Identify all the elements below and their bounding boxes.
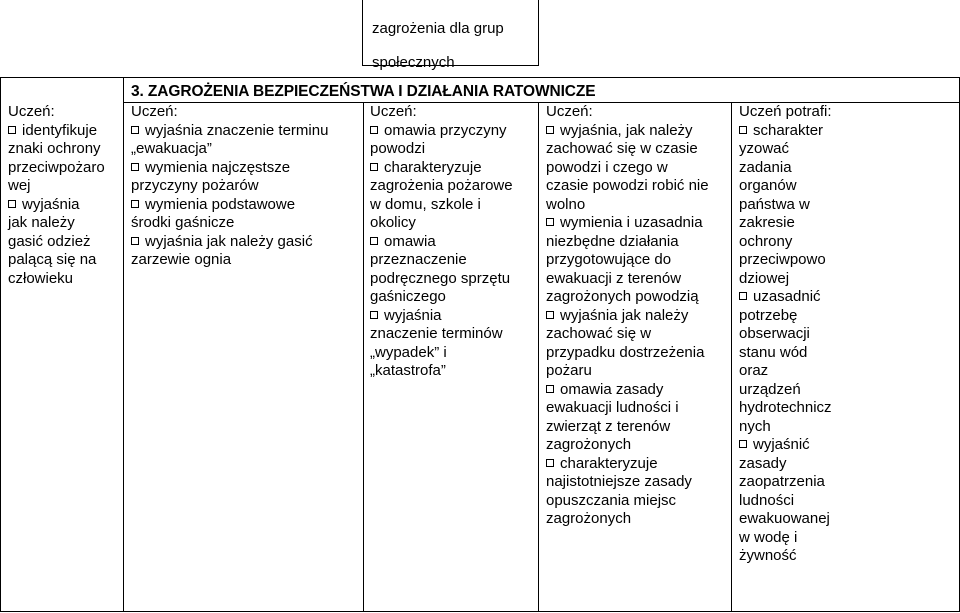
- line-text: omawia zasady: [560, 380, 664, 398]
- list-item: [370, 159, 536, 178]
- text-line: [739, 492, 957, 511]
- text-line: [131, 177, 359, 196]
- text-line: [546, 510, 729, 529]
- line-text: identyfikuje: [22, 121, 98, 139]
- text-line: [370, 196, 536, 215]
- line-text: zarzewie ognia: [131, 251, 232, 268]
- text-line: [8, 159, 120, 178]
- line-text: Uczeń:: [546, 103, 593, 120]
- line-text: wyjaśnia znaczenie terminu: [145, 121, 329, 139]
- line-text: zachować się w: [546, 325, 652, 342]
- list-item: [370, 122, 536, 141]
- line-text: przeznaczenie: [370, 251, 467, 268]
- table-border: [363, 102, 364, 612]
- checkbox-bullet-icon: [131, 200, 139, 208]
- column-cell-2: [131, 103, 359, 270]
- list-item: [131, 122, 359, 141]
- list-item: [8, 196, 120, 215]
- text-line: [131, 103, 359, 122]
- line-text: zachować się w czasie: [546, 140, 698, 157]
- checkbox-bullet-icon: [8, 126, 16, 134]
- text-line: [546, 473, 729, 492]
- line-text: charakteryzuje: [560, 454, 658, 472]
- text-line: [546, 399, 729, 418]
- text-line: [546, 344, 729, 363]
- line-text: w domu, szkole i: [370, 195, 481, 213]
- table-border: [362, 0, 363, 66]
- prev-row-line: społecznych: [372, 53, 455, 71]
- line-text: przyczyny pożarów: [131, 177, 259, 194]
- line-text: stanu wód: [739, 343, 808, 361]
- text-line: [739, 529, 957, 548]
- prev-row-cell: [372, 5, 504, 87]
- line-text: wymienia i uzasadnia: [560, 214, 703, 231]
- line-text: zagrożenia pożarowe: [370, 177, 513, 194]
- checkbox-bullet-icon: [131, 237, 139, 245]
- section-title: 3. ZAGROŻENIA BEZPIECZEŃSTWA I DZIAŁANIA RATOWNICZE: [131, 83, 596, 100]
- list-item: [739, 436, 957, 455]
- text-line: [8, 251, 120, 270]
- prev-row-line: zagrożenia dla grup: [372, 20, 504, 37]
- text-line: [739, 214, 957, 233]
- list-item: [739, 122, 957, 141]
- text-line: [8, 140, 120, 159]
- text-line: [370, 325, 536, 344]
- checkbox-bullet-icon: [8, 200, 16, 208]
- text-line: [739, 510, 957, 529]
- text-line: [546, 492, 729, 511]
- text-line: [8, 177, 120, 196]
- list-item: [546, 307, 729, 326]
- text-line: [739, 362, 957, 381]
- line-text: Uczeń:: [8, 103, 55, 120]
- line-text: zagrożonych: [546, 436, 632, 453]
- line-text: przygotowujące do: [546, 251, 672, 268]
- line-text: ludności: [739, 491, 795, 509]
- line-text: wyjaśnia: [384, 306, 442, 324]
- line-text: zasady: [739, 454, 787, 472]
- line-text: zagrożonych powodzią: [546, 288, 699, 305]
- line-text: „katastrofa”: [370, 362, 446, 379]
- line-text: wymienia podstawowe: [145, 195, 296, 213]
- text-line: [546, 418, 729, 437]
- checkbox-bullet-icon: [370, 126, 378, 134]
- line-text: ewakuowanej: [739, 510, 830, 527]
- line-text: w wodę i: [739, 528, 798, 546]
- text-line: [546, 196, 729, 215]
- column-cell-5: [739, 103, 957, 566]
- text-line: [370, 251, 536, 270]
- text-line: [739, 455, 957, 474]
- text-line: [8, 233, 120, 252]
- checkbox-bullet-icon: [739, 440, 747, 448]
- line-text: znaczenie terminów: [370, 325, 503, 342]
- text-line: [370, 140, 536, 159]
- line-text: wymienia najczęstsze: [145, 158, 291, 176]
- text-line: [131, 214, 359, 233]
- table-border: [538, 0, 539, 66]
- checkbox-bullet-icon: [370, 311, 378, 319]
- table-border: [0, 611, 960, 612]
- text-line: [546, 177, 729, 196]
- line-text: pożaru: [546, 362, 592, 379]
- line-text: człowieku: [8, 269, 74, 287]
- checkbox-bullet-icon: [131, 126, 139, 134]
- line-text: omawia przyczyny: [384, 121, 507, 139]
- line-text: ewakuacji z terenów: [546, 269, 682, 287]
- line-text: wyjaśnia, jak należy: [560, 121, 693, 139]
- line-text: scharakter: [753, 121, 824, 139]
- line-text: środki gaśnicze: [131, 214, 235, 231]
- text-line: [739, 177, 957, 196]
- checkbox-bullet-icon: [131, 163, 139, 171]
- text-line: [8, 214, 120, 233]
- checkbox-bullet-icon: [546, 385, 554, 393]
- line-text: nych: [739, 417, 771, 435]
- list-item: [546, 214, 729, 233]
- text-line: [739, 344, 957, 363]
- line-text: urządzeń: [739, 380, 801, 398]
- text-line: [546, 436, 729, 455]
- checkbox-bullet-icon: [546, 311, 554, 319]
- text-line: [546, 288, 729, 307]
- line-text: przypadku dostrzeżenia: [546, 343, 705, 361]
- line-text: ochrony: [739, 232, 793, 250]
- text-line: [370, 214, 536, 233]
- line-text: gasić odzież: [8, 232, 91, 250]
- list-item: [131, 233, 359, 252]
- line-text: niezbędne działania: [546, 232, 679, 250]
- line-text: Uczeń potrafi:: [739, 103, 832, 120]
- list-item: [131, 196, 359, 215]
- text-line: [546, 140, 729, 159]
- list-item: [370, 307, 536, 326]
- line-text: Uczeń:: [131, 103, 178, 120]
- line-text: wyjaśnia jak należy gasić: [145, 232, 313, 250]
- line-text: zagrożonych: [546, 510, 632, 527]
- text-line: [739, 103, 957, 122]
- line-text: oraz: [739, 362, 769, 379]
- list-item: [739, 288, 957, 307]
- line-text: palącą się na: [8, 251, 97, 268]
- list-item: [546, 381, 729, 400]
- line-text: powodzi i czego w: [546, 158, 668, 176]
- text-line: [739, 418, 957, 437]
- line-text: zwierząt z terenów: [546, 417, 671, 435]
- text-line: [739, 233, 957, 252]
- line-text: wej: [8, 177, 31, 194]
- text-line: [546, 362, 729, 381]
- list-item: [546, 455, 729, 474]
- line-text: „ewakuacja”: [131, 140, 212, 157]
- line-text: gaśniczego: [370, 288, 446, 305]
- line-text: najistotniejsze zasady: [546, 473, 692, 490]
- text-line: [739, 381, 957, 400]
- text-line: [546, 159, 729, 178]
- line-text: jak należy: [8, 214, 75, 231]
- text-line: [739, 473, 957, 492]
- line-text: hydrotechnicz: [739, 399, 832, 416]
- text-line: [546, 325, 729, 344]
- text-line: [370, 344, 536, 363]
- column-cell-4: [546, 103, 729, 529]
- line-text: przeciwpowo: [739, 251, 826, 268]
- line-text: znaki ochrony: [8, 140, 101, 157]
- text-line: [546, 251, 729, 270]
- line-text: yzować: [739, 140, 790, 157]
- checkbox-bullet-icon: [546, 459, 554, 467]
- checkbox-bullet-icon: [370, 237, 378, 245]
- line-text: przeciwpożaro: [8, 158, 105, 176]
- text-line: [546, 103, 729, 122]
- text-line: [739, 159, 957, 178]
- line-text: zakresie: [739, 214, 795, 231]
- line-text: wyjaśnia: [22, 195, 80, 213]
- text-line: [370, 362, 536, 381]
- list-item: [370, 233, 536, 252]
- line-text: podręcznego sprzętu: [370, 269, 511, 287]
- text-line: [739, 196, 957, 215]
- text-line: [739, 307, 957, 326]
- text-line: [131, 140, 359, 159]
- line-text: opuszczania miejsc: [546, 491, 677, 509]
- text-line: [739, 399, 957, 418]
- text-line: [8, 103, 120, 122]
- checkbox-bullet-icon: [739, 126, 747, 134]
- checkbox-bullet-icon: [546, 218, 554, 226]
- list-item: [131, 159, 359, 178]
- checkbox-bullet-icon: [739, 292, 747, 300]
- line-text: wolno: [546, 195, 586, 213]
- text-line: [131, 251, 359, 270]
- text-line: [370, 270, 536, 289]
- line-text: żywność: [739, 547, 797, 564]
- line-text: dziowej: [739, 269, 790, 287]
- line-text: potrzebę: [739, 306, 798, 324]
- line-text: Uczeń:: [370, 103, 417, 120]
- line-text: zaopatrzenia: [739, 473, 825, 490]
- line-text: powodzi: [370, 140, 426, 157]
- line-text: charakteryzuje: [384, 158, 482, 176]
- table-border: [0, 77, 1, 612]
- line-text: omawia: [384, 232, 436, 250]
- line-text: państwa w: [739, 195, 810, 213]
- column-cell-1: [8, 103, 120, 288]
- line-text: „wypadek” i: [370, 343, 447, 361]
- text-line: [8, 270, 120, 289]
- line-text: wyjaśnić: [753, 436, 810, 453]
- line-text: organów: [739, 177, 797, 194]
- list-item: [546, 122, 729, 141]
- text-line: [370, 177, 536, 196]
- text-line: [546, 270, 729, 289]
- line-text: uzasadnić: [753, 288, 821, 305]
- text-line: [739, 270, 957, 289]
- table-border: [731, 102, 732, 612]
- text-line: [546, 233, 729, 252]
- text-line: [739, 547, 957, 566]
- line-text: ewakuacji ludności i: [546, 399, 679, 416]
- checkbox-bullet-icon: [370, 163, 378, 171]
- line-text: zadania: [739, 158, 792, 176]
- checkbox-bullet-icon: [546, 126, 554, 134]
- text-line: [370, 103, 536, 122]
- line-text: czasie powodzi robić nie: [546, 177, 709, 194]
- table-border: [538, 102, 539, 612]
- table-border: [123, 77, 124, 612]
- line-text: okolicy: [370, 214, 416, 231]
- text-line: [739, 325, 957, 344]
- text-line: [739, 251, 957, 270]
- line-text: wyjaśnia jak należy: [560, 306, 689, 324]
- text-line: [739, 140, 957, 159]
- line-text: obserwacji: [739, 325, 810, 342]
- text-line: [370, 288, 536, 307]
- list-item: [8, 122, 120, 141]
- column-cell-3: [370, 103, 536, 381]
